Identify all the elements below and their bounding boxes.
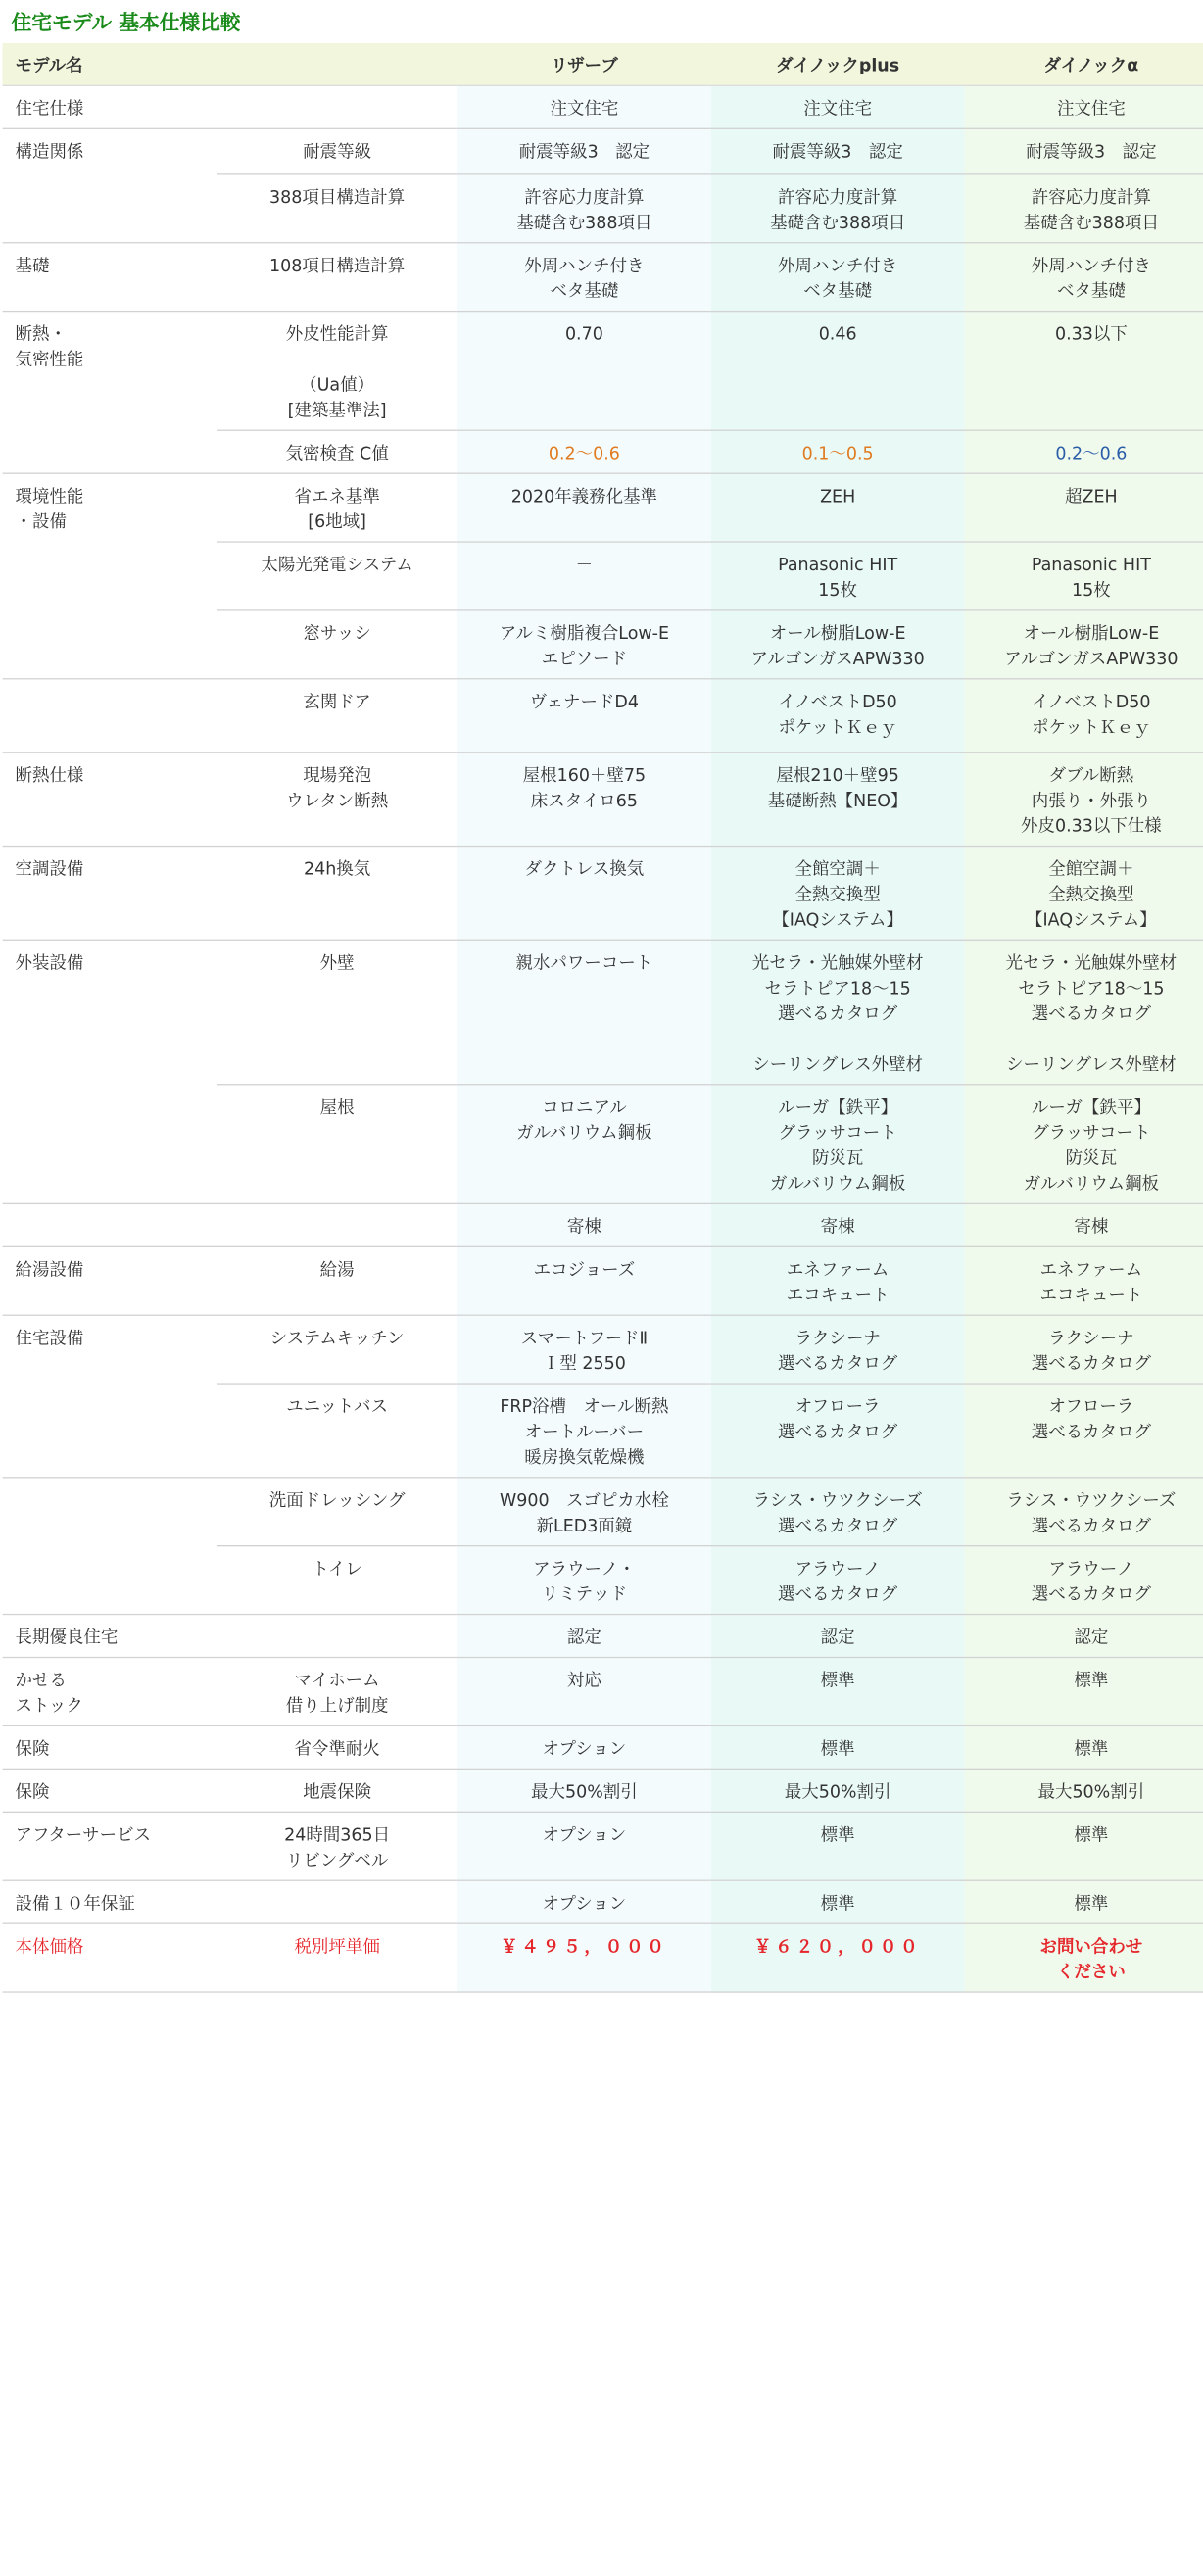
cell-dynoc-alpha: 注文住宅	[965, 85, 1203, 128]
cell-dynoc-alpha: ルーガ【鉄平】 グラッサコート 防災瓦 ガルバリウム鋼板	[965, 1085, 1203, 1204]
table-row	[3, 1615, 1203, 1658]
cell-reserve: 最大50%割引	[457, 1769, 711, 1812]
table-row	[3, 1769, 1203, 1812]
table-row	[3, 1203, 1203, 1246]
row-category	[3, 610, 217, 679]
cell-dynoc-plus: 標準	[711, 1725, 965, 1769]
cell-dynoc-alpha: エネファーム エコキュート	[965, 1246, 1203, 1315]
row-item: 現場発泡 ウレタン断熱	[217, 753, 457, 847]
row-item: 外皮性能計算 （Ua値） [建築基準法]	[217, 312, 457, 431]
cell-dynoc-alpha: ラクシーナ 選べるカタログ	[965, 1315, 1203, 1384]
table-row	[3, 1546, 1203, 1615]
table-row	[3, 1478, 1203, 1546]
cell-dynoc-alpha: ダブル断熱 内張り・外張り 外皮0.33以下仕様	[965, 753, 1203, 847]
row-category: 本体価格	[3, 1923, 217, 1992]
cell-dynoc-plus: 0.1〜0.5	[711, 430, 965, 473]
row-category	[3, 430, 217, 473]
cell-reserve: オプション	[457, 1812, 711, 1880]
row-category	[3, 174, 217, 243]
row-item: 省エネ基準 [6地域]	[217, 473, 457, 542]
cell-dynoc-plus: ￥６２０，０００	[711, 1923, 965, 1992]
cell-reserve: ヴェナードD4	[457, 679, 711, 753]
table-row	[3, 940, 1203, 1084]
row-item: 玄関ドア	[217, 679, 457, 753]
cell-dynoc-plus: 外周ハンチ付き ベタ基礎	[711, 243, 965, 312]
row-category: 住宅設備	[15, 1328, 84, 1349]
header-model-reserve: リザーブ	[457, 43, 711, 85]
row-category: アフターサービス	[3, 1812, 217, 1880]
cell-reserve: 親水パワーコート	[457, 940, 711, 1084]
cell-dynoc-plus: ZEH	[711, 473, 965, 542]
cell-dynoc-plus: 許容応力度計算 基礎含む388項目	[711, 174, 965, 243]
row-item: 地震保険	[217, 1769, 457, 1812]
cell-dynoc-alpha: 標準	[965, 1658, 1203, 1726]
table-row	[3, 85, 1203, 128]
cell-dynoc-alpha: 許容応力度計算 基礎含む388項目	[965, 174, 1203, 243]
table-row	[3, 1384, 1203, 1478]
table-row	[3, 1658, 1203, 1726]
cell-dynoc-alpha: 標準	[965, 1725, 1203, 1769]
cell-reserve: オプション	[457, 1880, 711, 1923]
cell-reserve: 許容応力度計算 基礎含む388項目	[457, 174, 711, 243]
row-category: 断熱仕様	[3, 753, 217, 847]
cell-dynoc-plus: 0.46	[711, 312, 965, 431]
row-item: 太陽光発電システム	[217, 542, 457, 610]
cell-reserve: アラウーノ・ リミテッド	[457, 1546, 711, 1615]
row-category	[3, 1203, 217, 1246]
row-item: 洗面ドレッシング	[217, 1478, 457, 1546]
cell-reserve: 対応	[457, 1658, 711, 1726]
header-model-dynoc-alpha: ダイノックα	[965, 43, 1203, 85]
cell-dynoc-plus: イノベストD50 ポケットＫｅｙ	[711, 679, 965, 753]
row-item: マイホーム 借り上げ制度	[217, 1658, 457, 1726]
cell-dynoc-alpha: 認定	[965, 1615, 1203, 1658]
row-item	[217, 85, 457, 128]
row-category: 環境性能 ・設備	[15, 486, 84, 533]
page-title: 住宅モデル 基本仕様比較	[11, 10, 241, 34]
cell-dynoc-plus: オール樹脂Low-E アルゴンガスAPW330	[711, 610, 965, 679]
header-model-name: モデル名	[3, 43, 217, 85]
row-category: 空調設備	[3, 847, 217, 941]
cell-reserve: 外周ハンチ付き ベタ基礎	[457, 243, 711, 312]
cell-dynoc-plus: 標準	[711, 1812, 965, 1880]
row-category: 長期優良住宅	[3, 1615, 217, 1658]
cell-reserve: コロニアル ガルバリウム鋼板	[457, 1085, 711, 1204]
cell-dynoc-alpha: 全館空調＋ 全熱交換型 【IAQシステム】	[965, 847, 1203, 941]
cell-reserve: 耐震等級3 認定	[457, 128, 711, 174]
cell-dynoc-alpha: 寄棟	[965, 1203, 1203, 1246]
cell-dynoc-alpha: 標準	[965, 1880, 1203, 1923]
header-subcategory	[217, 43, 457, 85]
row-category	[3, 1478, 217, 1546]
cell-dynoc-alpha: 最大50%割引	[965, 1769, 1203, 1812]
cell-reserve: 注文住宅	[457, 85, 711, 128]
table-row	[3, 1725, 1203, 1769]
table-row	[3, 679, 1203, 753]
table-row	[3, 1880, 1203, 1923]
row-item: 気密検査 C値	[217, 430, 457, 473]
row-item: 24h換気	[217, 847, 457, 941]
cell-reserve: スマートフードⅡ Ｉ型 2550	[457, 1315, 711, 1384]
table-row	[3, 847, 1203, 941]
cell-reserve: 0.70	[457, 312, 711, 431]
cell-dynoc-alpha: 外周ハンチ付き ベタ基礎	[965, 243, 1203, 312]
table-row	[3, 174, 1203, 243]
cell-dynoc-alpha: ラシス・ウツクシーズ 選べるカタログ	[965, 1478, 1203, 1546]
spec-comparison-table	[3, 43, 1203, 1993]
table-row	[3, 473, 1203, 542]
cell-dynoc-plus: 標準	[711, 1658, 965, 1726]
cell-dynoc-plus: 注文住宅	[711, 85, 965, 128]
cell-dynoc-plus: 標準	[711, 1880, 965, 1923]
cell-dynoc-plus: 耐震等級3 認定	[711, 128, 965, 174]
row-item: ユニットバス	[217, 1384, 457, 1478]
cell-dynoc-plus: 全館空調＋ 全熱交換型 【IAQシステム】	[711, 847, 965, 941]
row-category	[3, 1384, 217, 1478]
table-row	[3, 128, 1203, 174]
row-category: 給湯設備	[3, 1246, 217, 1315]
cell-dynoc-alpha: オフローラ 選べるカタログ	[965, 1384, 1203, 1478]
cell-reserve: 認定	[457, 1615, 711, 1658]
row-item: 24時間365日 リビングベル	[217, 1812, 457, 1880]
cell-dynoc-alpha: 光セラ・光触媒外壁材 セラトピア18〜15 選べるカタログ シーリングレス外壁材	[965, 940, 1203, 1084]
table-row	[3, 1085, 1203, 1204]
cell-reserve: 屋根160＋壁75 床スタイロ65	[457, 753, 711, 847]
row-category: 設備１０年保証	[3, 1880, 217, 1923]
row-item: 税別坪単価	[217, 1923, 457, 1992]
table-row	[3, 430, 1203, 473]
cell-dynoc-alpha: 超ZEH	[965, 473, 1203, 542]
cell-dynoc-plus: 寄棟	[711, 1203, 965, 1246]
row-item: 給湯	[217, 1246, 457, 1315]
row-item	[217, 1203, 457, 1246]
cell-reserve: 2020年義務化基準	[457, 473, 711, 542]
cell-dynoc-plus: 最大50%割引	[711, 1769, 965, 1812]
row-item: 108項目構造計算	[217, 243, 457, 312]
table-row	[3, 1923, 1203, 1992]
cell-dynoc-plus: 認定	[711, 1615, 965, 1658]
row-category: 基礎	[3, 243, 217, 312]
cell-dynoc-plus: Panasonic HIT 15枚	[711, 542, 965, 610]
row-category: かせる ストック	[3, 1658, 217, 1726]
row-category: 外装設備	[15, 952, 84, 974]
cell-reserve: アルミ樹脂複合Low-E エピソード	[457, 610, 711, 679]
cell-dynoc-alpha: お問い合わせ ください	[965, 1923, 1203, 1992]
table-row	[3, 753, 1203, 847]
cell-dynoc-plus: ルーガ【鉄平】 グラッサコート 防災瓦 ガルバリウム鋼板	[711, 1085, 965, 1204]
cell-dynoc-alpha: Panasonic HIT 15枚	[965, 542, 1203, 610]
table-row	[3, 542, 1203, 610]
cell-reserve: －	[457, 542, 711, 610]
row-category: 住宅仕様	[3, 85, 217, 128]
table-row	[3, 1315, 1203, 1384]
row-category: 断熱・ 気密性能	[15, 324, 84, 370]
table-row	[3, 610, 1203, 679]
cell-dynoc-alpha: イノベストD50 ポケットＫｅｙ	[965, 679, 1203, 753]
cell-dynoc-alpha: アラウーノ 選べるカタログ	[965, 1546, 1203, 1615]
table-row	[3, 1246, 1203, 1315]
table-body	[3, 43, 1203, 1992]
cell-dynoc-alpha: 0.33以下	[965, 312, 1203, 431]
row-item: システムキッチン	[217, 1315, 457, 1384]
header-model-dynoc-plus: ダイノックplus	[711, 43, 965, 85]
row-item: 388項目構造計算	[217, 174, 457, 243]
cell-reserve: W900 スゴピカ水栓 新LED3面鏡	[457, 1478, 711, 1546]
row-category	[3, 1546, 217, 1615]
cell-dynoc-plus: 屋根210＋壁95 基礎断熱【NEO】	[711, 753, 965, 847]
row-item	[217, 1615, 457, 1658]
cell-dynoc-plus: アラウーノ 選べるカタログ	[711, 1546, 965, 1615]
row-item: 外壁	[217, 940, 457, 1084]
cell-reserve: ￥４９５，０００	[457, 1923, 711, 1992]
table-row	[3, 243, 1203, 312]
cell-dynoc-alpha: 標準	[965, 1812, 1203, 1880]
cell-reserve: 寄棟	[457, 1203, 711, 1246]
cell-reserve: ダクトレス換気	[457, 847, 711, 941]
row-category: 保険	[3, 1725, 217, 1769]
cell-reserve: FRP浴槽 オール断熱 オートルーバー 暖房換気乾燥機	[457, 1384, 711, 1478]
row-category	[3, 542, 217, 610]
table-row	[3, 312, 1203, 431]
cell-reserve: エコジョーズ	[457, 1246, 711, 1315]
row-item: 省令準耐火	[217, 1725, 457, 1769]
cell-dynoc-plus: ラクシーナ 選べるカタログ	[711, 1315, 965, 1384]
cell-dynoc-plus: ラシス・ウツクシーズ 選べるカタログ	[711, 1478, 965, 1546]
row-category	[3, 1085, 217, 1204]
cell-dynoc-plus: 光セラ・光触媒外壁材 セラトピア18〜15 選べるカタログ シーリングレス外壁材	[711, 940, 965, 1084]
row-category: 構造関係	[15, 141, 84, 163]
cell-reserve: 0.2〜0.6	[457, 430, 711, 473]
row-item	[217, 1880, 457, 1923]
cell-dynoc-alpha: 0.2〜0.6	[965, 430, 1203, 473]
table-row	[3, 1812, 1203, 1880]
cell-dynoc-alpha: オール樹脂Low-E アルゴンガスAPW330	[965, 610, 1203, 679]
row-item: 窓サッシ	[217, 610, 457, 679]
cell-reserve: オプション	[457, 1725, 711, 1769]
row-category	[3, 679, 217, 753]
cell-dynoc-plus: エネファーム エコキュート	[711, 1246, 965, 1315]
table-header-row	[3, 43, 1203, 85]
cell-dynoc-plus: オフローラ 選べるカタログ	[711, 1384, 965, 1478]
row-category: 保険	[3, 1769, 217, 1812]
row-item: 耐震等級	[217, 128, 457, 174]
cell-dynoc-alpha: 耐震等級3 認定	[965, 128, 1203, 174]
row-item: 屋根	[217, 1085, 457, 1204]
row-item: トイレ	[217, 1546, 457, 1615]
